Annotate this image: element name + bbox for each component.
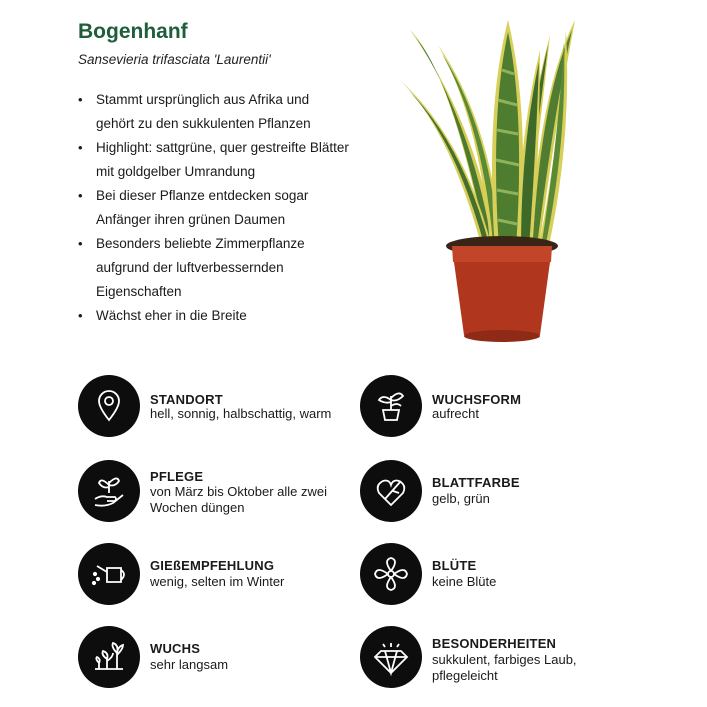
bullet-dot: •	[78, 236, 83, 251]
bullet-text: Stammt ursprünglich aus Afrika und gehört zu den sukkulenten Pflanzen	[96, 92, 311, 131]
feature-wuchs	[78, 626, 368, 690]
feature-icon-circle	[78, 375, 140, 437]
botanical-name: Sansevieria trifasciata 'Laurentii'	[78, 52, 271, 67]
feature-desc: hell, sonnig, halbschattig, warm	[150, 406, 332, 421]
bullet-item	[78, 184, 326, 232]
feature-title: WUCHS	[150, 641, 201, 656]
feature-title: PFLEGE	[150, 469, 204, 484]
bullet-item	[78, 136, 366, 184]
feature-desc: aufrecht	[432, 406, 479, 421]
feature-icon-circle	[360, 460, 422, 522]
feature-standort	[78, 375, 368, 439]
seedlings-icon	[89, 637, 129, 677]
plant-leaves	[400, 20, 575, 250]
hand-sprout-icon	[89, 471, 129, 511]
feature-title: BESONDERHEITEN	[432, 636, 557, 651]
bullet-text: Highlight: sattgrüne, quer gestreifte Blätter mit goldgelber Umrandung	[96, 140, 349, 179]
feature-icon-circle	[78, 626, 140, 688]
feature-bullet-list	[78, 88, 378, 328]
feature-desc: wenig, selten im Winter	[150, 574, 285, 589]
watering-can-icon	[89, 554, 129, 594]
feature-besonderheiten	[360, 626, 650, 690]
feature-title: WUCHSFORM	[432, 392, 522, 407]
feature-icon-circle	[360, 543, 422, 605]
feature-desc: gelb, grün	[432, 491, 490, 506]
feature-title: GIEßEMPFEHLUNG	[150, 558, 275, 573]
feature-desc: von März bis Oktober alle zwei Wochen düngen	[150, 484, 328, 515]
feature-blattfarbe	[360, 460, 650, 524]
feature-desc: sukkulent, farbiges Laub, pflegeleicht	[432, 652, 577, 683]
feature-bluete	[360, 543, 650, 607]
bullet-item	[78, 304, 356, 328]
bullet-dot: •	[78, 308, 83, 323]
feature-icon-circle	[78, 543, 140, 605]
heart-leaf-icon	[371, 471, 411, 511]
product-title: Bogenhanf	[78, 20, 188, 43]
bullet-item	[78, 232, 326, 304]
feature-title: BLATTFARBE	[432, 475, 520, 490]
feature-icon-circle	[78, 460, 140, 522]
feature-wuchsform	[360, 375, 650, 439]
feature-desc: keine Blüte	[432, 574, 497, 589]
snake-plant-image	[390, 10, 610, 350]
bullet-dot: •	[78, 188, 83, 203]
bullet-dot: •	[78, 92, 83, 107]
bullet-text: Bei dieser Pflanze entdecken sogar Anfänger ihren grünen Daumen	[96, 188, 309, 227]
potted-plant-icon	[371, 386, 411, 426]
bullet-text: Wächst eher in die Breite	[96, 308, 247, 323]
feature-giessempfehlung	[78, 543, 368, 607]
bullet-item	[78, 88, 336, 136]
feature-icon-circle	[360, 626, 422, 688]
feature-desc: sehr langsam	[150, 657, 229, 672]
feature-title: BLÜTE	[432, 558, 477, 573]
diamond-icon	[371, 637, 411, 677]
feature-title: STANDORT	[150, 392, 223, 407]
bullet-dot: •	[78, 140, 83, 155]
bullet-text: Besonders beliebte Zimmerpflanze aufgrund der luftverbessernden Eigenschaften	[96, 236, 305, 299]
location-pin-icon	[89, 386, 129, 426]
feature-icon-circle	[360, 375, 422, 437]
feature-pflege	[78, 460, 368, 524]
flower-icon	[371, 554, 411, 594]
